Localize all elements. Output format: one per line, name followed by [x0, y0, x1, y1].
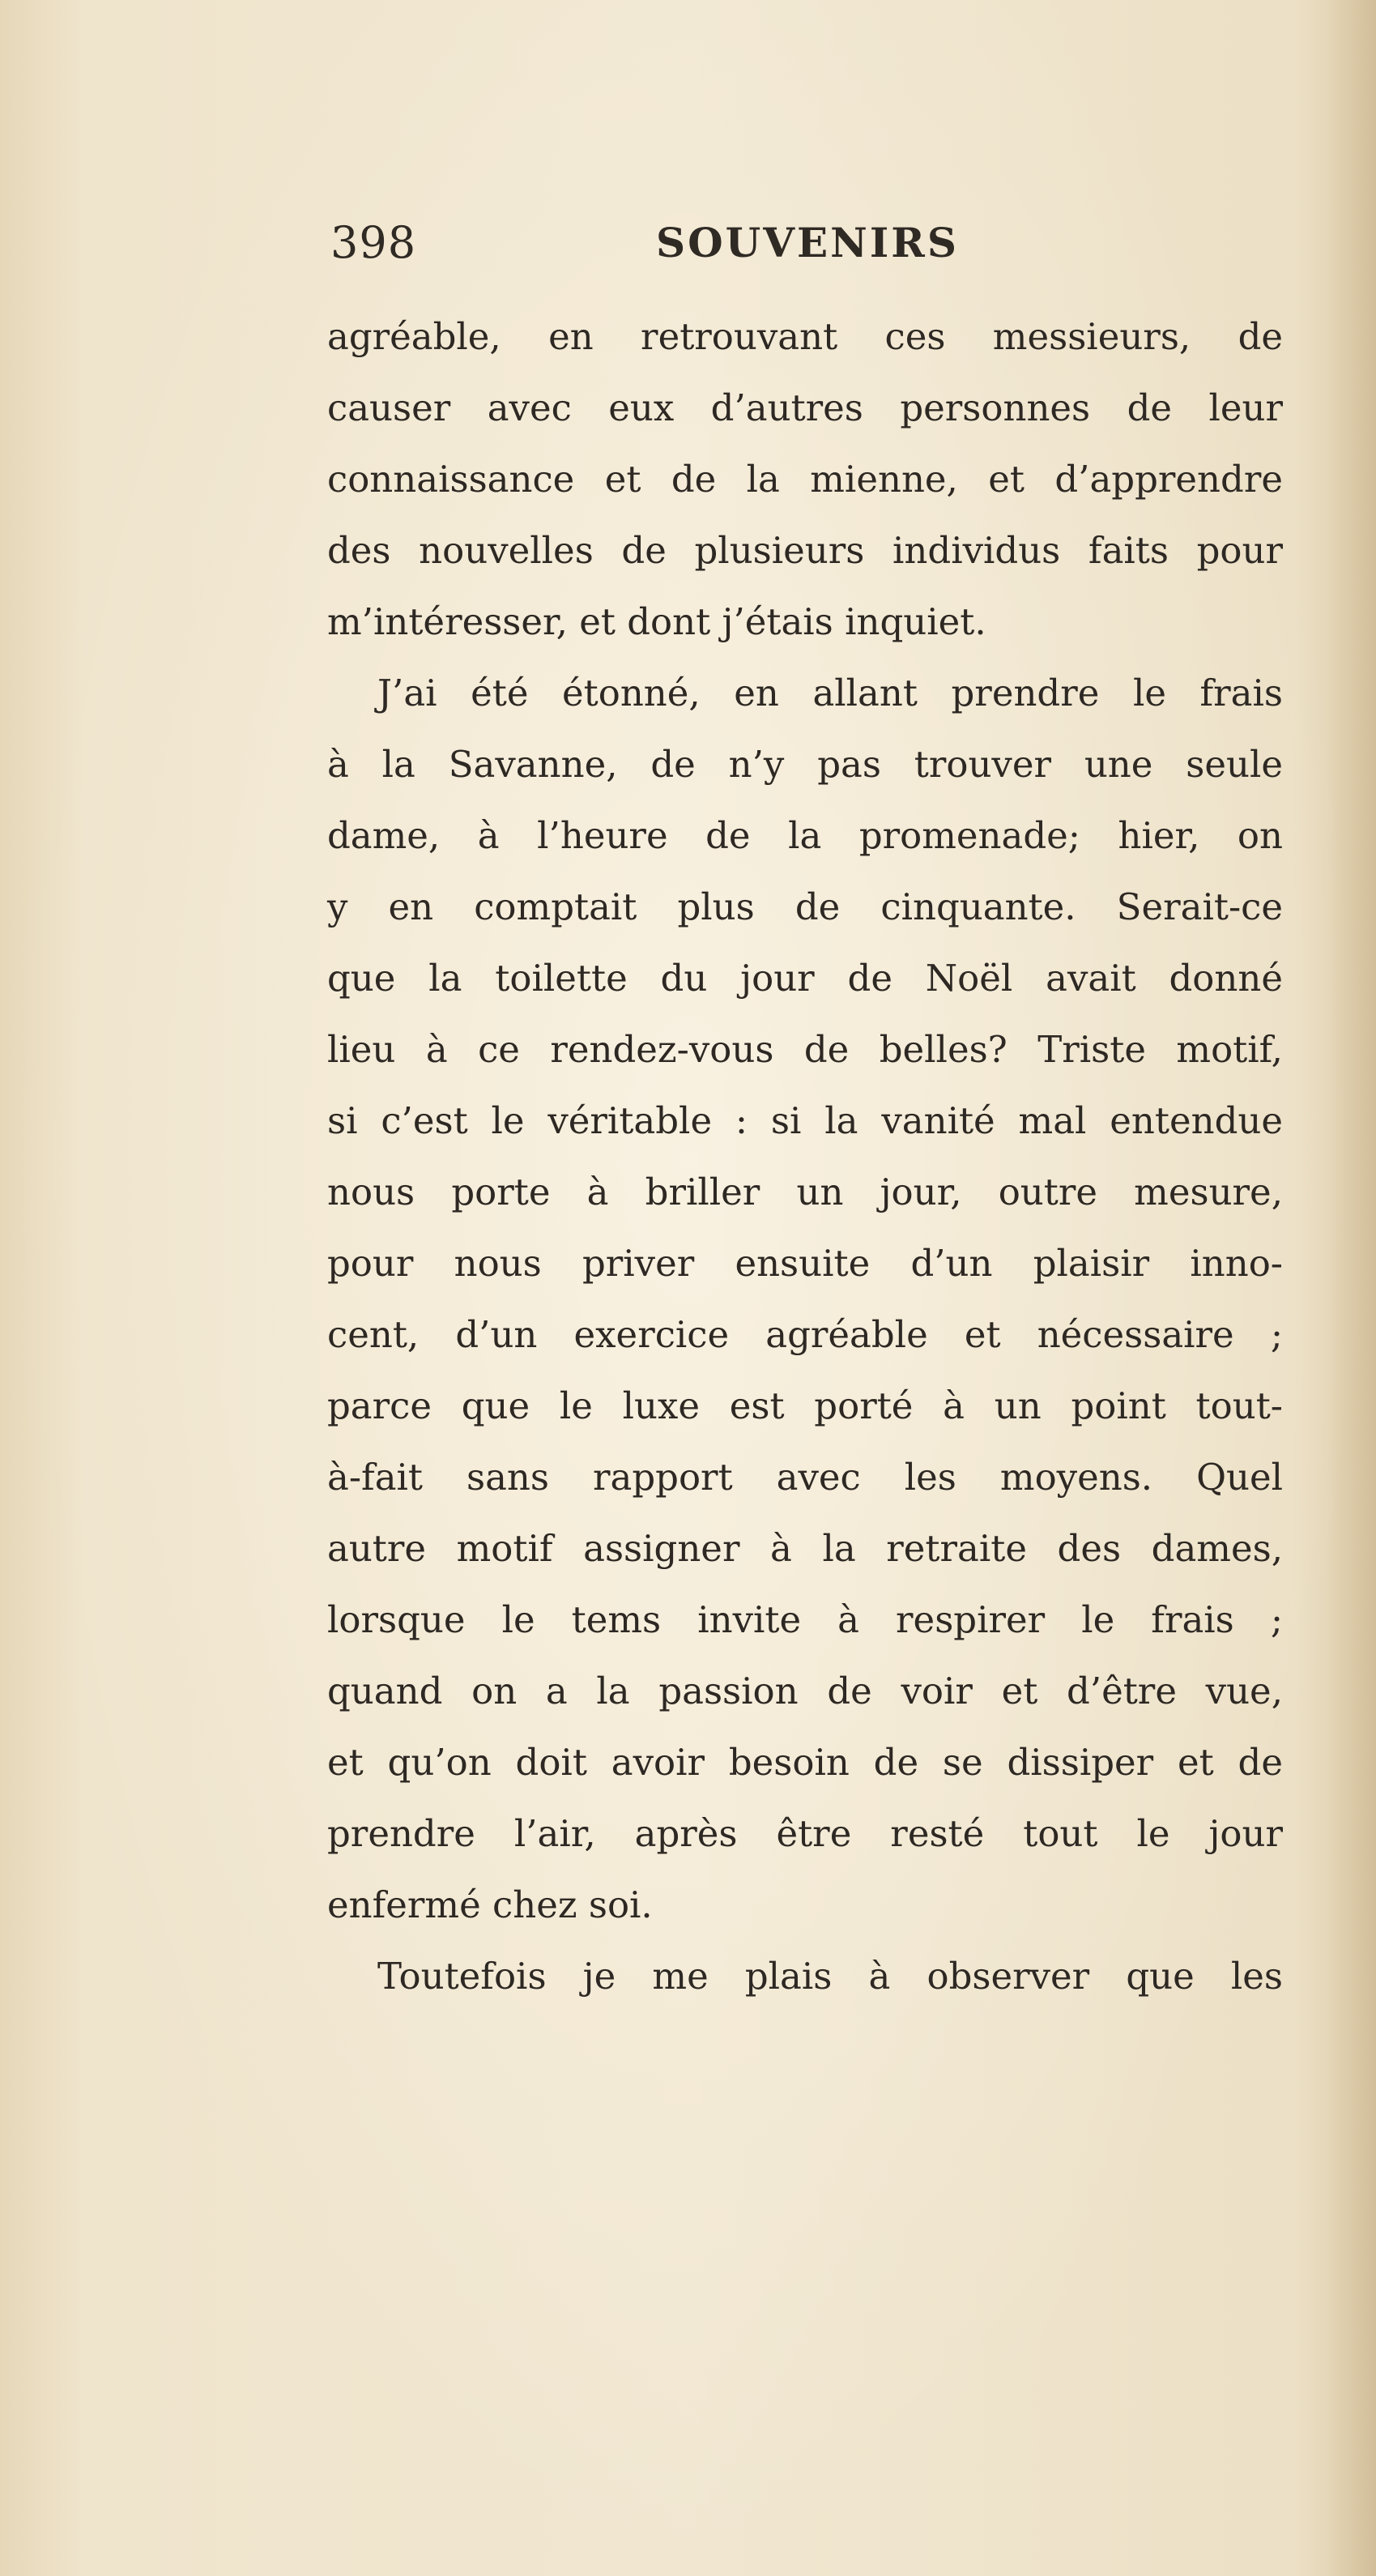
text-line: prendre l’air, après être resté tout le jour: [327, 1812, 1283, 1855]
text-line: enfermé chez soi.: [327, 1883, 653, 1926]
body-text: [327, 301, 1283, 2012]
page-edge-shadow: [1327, 0, 1376, 2576]
text-line: causer avec eux d’autres personnes de leur: [327, 386, 1283, 429]
text-line: connaissance et de la mienne, et d’apprendre: [327, 458, 1283, 501]
text-line: que la toilette du jour de Noël avait donné: [327, 957, 1283, 1000]
page-number: 398: [330, 217, 417, 268]
text-line: lorsque le tems invite à respirer le frais ;: [327, 1598, 1283, 1641]
paragraph-start-line: Toutefois je me plais à observer que les: [377, 1955, 1283, 1998]
text-line: à la Savanne, de n’y pas trouver une seule: [327, 743, 1283, 786]
text-line: dame, à l’heure de la promenade; hier, on: [327, 814, 1283, 857]
text-line: à-fait sans rapport avec les moyens. Quel: [327, 1456, 1283, 1499]
text-line: quand on a la passion de voir et d’être vue,: [327, 1670, 1283, 1712]
running-title: SOUVENIRS: [656, 219, 959, 267]
text-line: nous porte à briller un jour, outre mesure,: [327, 1171, 1283, 1213]
text-line: y en comptait plus de cinquante. Serait-ce: [327, 885, 1283, 928]
text-line: m’intéresser, et dont j’étais inquiet.: [327, 600, 986, 643]
text-line: des nouvelles de plusieurs individus faits pour: [327, 529, 1283, 572]
text-line: et qu’on doit avoir besoin de se dissiper et de: [327, 1741, 1283, 1784]
text-line: autre motif assigner à la retraite des dames,: [327, 1527, 1283, 1570]
text-line: cent, d’un exercice agréable et nécessaire ;: [327, 1313, 1283, 1356]
text-line: si c’est le véritable : si la vanité mal entendue: [327, 1099, 1283, 1142]
paragraph-start-line: J’ai été étonné, en allant prendre le frais: [377, 672, 1283, 714]
text-line: lieu à ce rendez-vous de belles? Triste motif,: [327, 1028, 1283, 1071]
running-head: [330, 212, 1286, 285]
text-line: agréable, en retrouvant ces messieurs, de: [327, 315, 1283, 358]
text-line: pour nous priver ensuite d’un plaisir inno-: [327, 1242, 1283, 1285]
text-line: parce que le luxe est porté à un point tout-: [327, 1384, 1283, 1427]
